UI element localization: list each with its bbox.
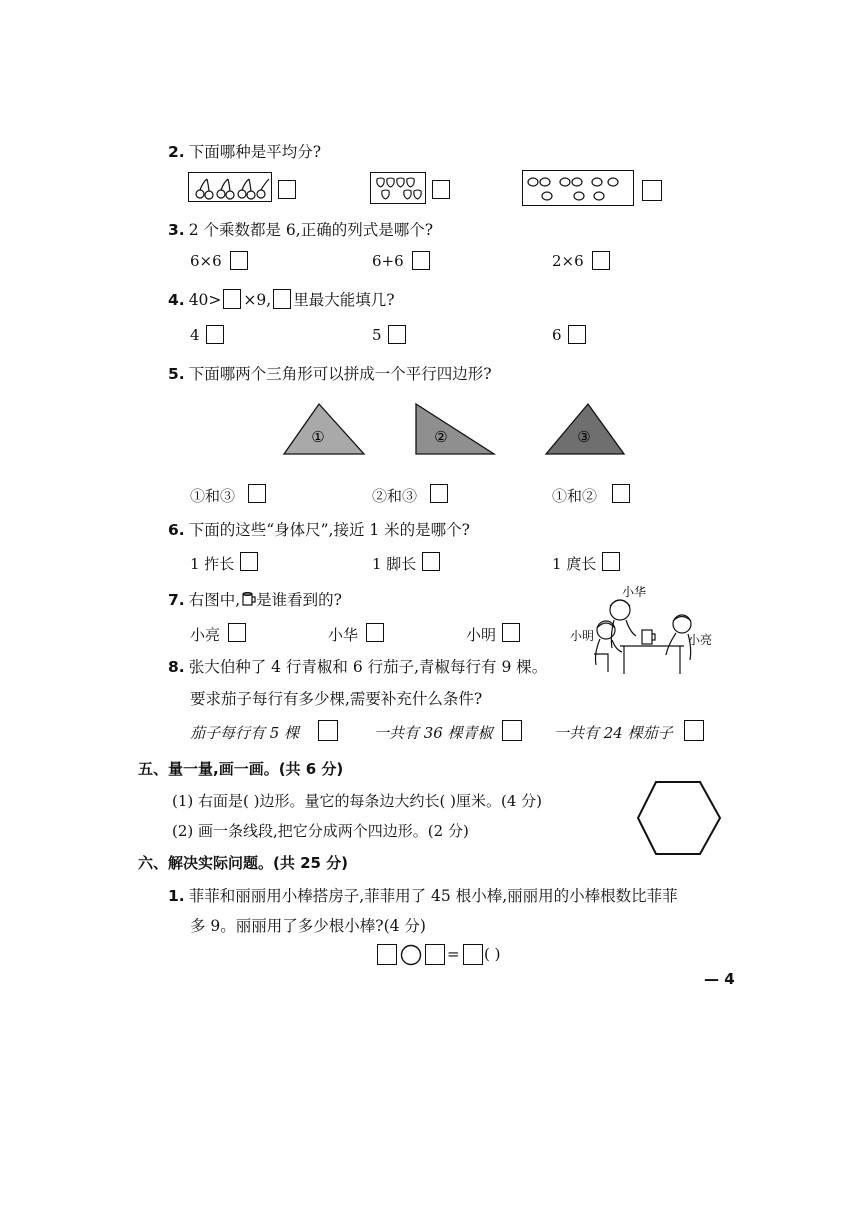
section-6-question-1-line2: 多 9。丽丽用了多少根小棒?(4 分): [190, 917, 426, 935]
section-6-question-1: [168, 884, 678, 906]
question-4: [168, 288, 395, 310]
answer-box-6b[interactable]: [422, 552, 440, 571]
answer-box-2a[interactable]: [278, 180, 296, 199]
tomatoes-picture: [522, 170, 634, 206]
question-text-b: ×9,: [243, 291, 272, 309]
answer-box-4a[interactable]: [206, 325, 224, 344]
figure-label-xiaoming: 小明: [570, 629, 595, 643]
answer-box-4b[interactable]: [388, 325, 406, 344]
question-8-line2: 要求茄子每行有多少棵,需要补充什么条件?: [190, 690, 483, 708]
blank-box[interactable]: [223, 289, 241, 309]
triangles-figure: [0, 398, 860, 478]
answer-box-5b[interactable]: [430, 484, 448, 503]
answer-box-3b[interactable]: [412, 251, 430, 270]
answer-box-3c[interactable]: [592, 251, 610, 270]
answer-box-8b[interactable]: [502, 720, 522, 741]
question-number: 2.: [168, 143, 185, 161]
question-text-b: 是谁看到的?: [256, 591, 342, 609]
section-6-title: 六、解决实际问题。(共 25 分): [138, 854, 349, 872]
question-text: 下面哪两个三角形可以拼成一个平行四边形?: [188, 365, 492, 383]
question-7: [168, 588, 342, 610]
option-3a: 6×6: [190, 252, 222, 270]
section-5-item-1: (1) 右面是( )边形。量它的每条边大约长( )厘米。(4 分): [172, 792, 542, 810]
option-5c: ①和②: [552, 487, 598, 505]
question-6: [168, 518, 470, 540]
question-number: 8.: [168, 658, 185, 676]
option-6b: 1 脚长: [372, 555, 417, 573]
option-5b: ②和③: [372, 487, 418, 505]
question-number: 1.: [168, 887, 185, 905]
option-3b: 6+6: [372, 252, 404, 270]
option-3c: 2×6: [552, 252, 584, 270]
question-number: 7.: [168, 591, 185, 609]
question-8: [168, 655, 547, 677]
question-5: [168, 362, 492, 384]
answer-box-7c[interactable]: [502, 623, 520, 642]
option-6a: 1 拃长: [190, 555, 235, 573]
question-2: [168, 140, 321, 162]
question-text: 下面的这些“身体尺”,接近 1 米的是哪个?: [188, 521, 470, 539]
section-5-item-2: (2) 画一条线段,把它分成两个四边形。(2 分): [172, 822, 469, 840]
question-text-line1: 菲菲和丽丽用小棒搭房子,菲菲用了 45 根小棒,丽丽用的小棒根数比菲菲: [188, 887, 678, 905]
option-4a: 4: [190, 326, 200, 344]
triangle-2: [416, 404, 494, 454]
equation-unit[interactable]: ( ): [484, 945, 501, 963]
answer-box-2b[interactable]: [432, 180, 450, 199]
children-table-illustration: [564, 584, 714, 684]
equals-sign: =: [447, 945, 460, 963]
question-number: 6.: [168, 521, 185, 539]
answer-box-5a[interactable]: [248, 484, 266, 503]
question-3: [168, 218, 433, 240]
cup-icon: [240, 590, 256, 608]
strawberries-picture: [370, 172, 426, 204]
section-5-title: 五、量一量,画一画。(共 6 分): [138, 760, 344, 778]
triangle-2-label: ②: [434, 428, 448, 446]
option-8c: 一共有 24 棵茄子: [554, 724, 673, 742]
page-number: — 4: [704, 970, 735, 988]
option-8a: 茄子每行有 5 棵: [190, 724, 300, 742]
cherries-picture: [188, 172, 272, 202]
answer-box-6c[interactable]: [602, 552, 620, 571]
equation-operand-2[interactable]: [425, 944, 445, 965]
equation-result[interactable]: [463, 944, 483, 965]
option-6c: 1 庹长: [552, 555, 597, 573]
answer-box-2c[interactable]: [642, 180, 662, 201]
option-7a: 小亮: [190, 626, 221, 644]
answer-box-8c[interactable]: [684, 720, 704, 741]
hexagon-figure[interactable]: [636, 780, 726, 860]
answer-box-7b[interactable]: [366, 623, 384, 642]
answer-box-3a[interactable]: [230, 251, 248, 270]
operator-circle-icon[interactable]: [400, 944, 422, 966]
option-4c: 6: [552, 326, 562, 344]
question-number: 5.: [168, 365, 185, 383]
option-7c: 小明: [466, 626, 497, 644]
strawberries-icon: [371, 173, 427, 205]
answer-box-6a[interactable]: [240, 552, 258, 571]
triangle-1-label: ①: [311, 428, 325, 446]
answer-box-5c[interactable]: [612, 484, 630, 503]
hexagon-shape[interactable]: [638, 782, 720, 854]
question-number: 3.: [168, 221, 185, 239]
triangle-3-label: ③: [577, 428, 591, 446]
blank-box[interactable]: [273, 289, 291, 309]
question-text-c: 里最大能填几?: [293, 291, 395, 309]
answer-box-4c[interactable]: [568, 325, 586, 344]
cherries-icon: [189, 173, 273, 203]
question-text-a: 右图中,: [188, 591, 241, 609]
answer-box-7a[interactable]: [228, 623, 246, 642]
option-5a: ①和③: [190, 487, 236, 505]
option-8b: 一共有 36 棵青椒: [374, 724, 493, 742]
question-text-line1: 张大伯种了 4 行青椒和 6 行茄子,青椒每行有 9 棵。: [188, 658, 548, 676]
question-text: 下面哪种是平均分?: [188, 143, 321, 161]
figure-label-xiaoliang: 小亮: [688, 633, 713, 647]
tomatoes-icon: [523, 171, 635, 207]
option-4b: 5: [372, 326, 382, 344]
figure-label-xiaohua: 小华: [622, 585, 647, 599]
option-7b: 小华: [328, 626, 359, 644]
equation-operand-1[interactable]: [377, 944, 397, 965]
question-text-a: 40>: [188, 291, 222, 309]
question-text: 2 个乘数都是 6,正确的列式是哪个?: [188, 221, 434, 239]
answer-box-8a[interactable]: [318, 720, 338, 741]
question-number: 4.: [168, 291, 185, 309]
